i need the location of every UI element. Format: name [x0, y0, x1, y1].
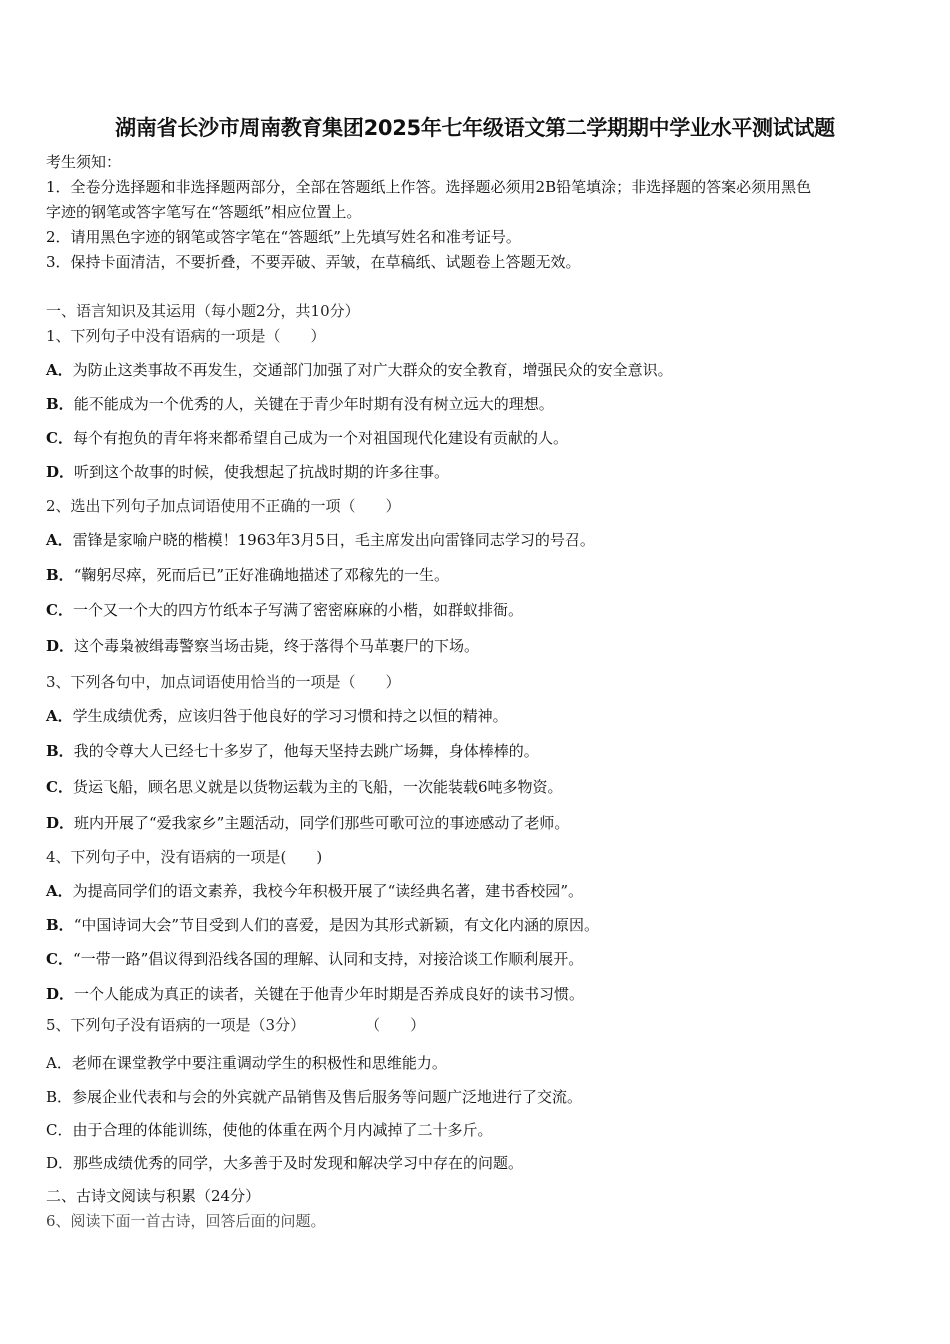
question-2-option-a[interactable] [46, 530, 595, 550]
question-1-stem: 1、下列句子中没有语病的一项是（ ） [46, 327, 326, 345]
option-label: A． [46, 531, 73, 549]
question-5-option-d[interactable] [46, 1153, 523, 1173]
question-4-option-c[interactable] [46, 949, 583, 969]
option-label: A． [46, 707, 73, 725]
notice-header: 考生须知： [46, 153, 122, 171]
question-3-stem: 3、下列各句中，加点词语使用恰当的一项是（ ） [46, 673, 401, 691]
option-label: C． [46, 429, 73, 447]
option-text: 那些成绩优秀的同学，大多善于及时发现和解决学习中存在的问题。 [73, 1154, 524, 1172]
question-4-option-a[interactable] [46, 881, 583, 901]
option-label: B． [46, 395, 74, 413]
option-text: 参展企业代表和与会的外宾就产品销售及售后服务等问题广泛地进行了交流。 [72, 1088, 583, 1106]
question-3-option-a[interactable] [46, 706, 508, 726]
notice-item-2: 2．请用黑色字迹的钢笔或答字笔在“答题纸”上先填写姓名和准考证号。 [46, 228, 521, 246]
option-text: 一个又一个大的四方竹纸本子写满了密密麻麻的小楷，如群蚁排衙。 [72, 601, 523, 619]
option-label: D． [46, 814, 75, 832]
option-label: B． [46, 742, 74, 760]
option-label: A． [46, 882, 73, 900]
option-text: 听到这个故事的时候，使我想起了抗战时期的许多往事。 [74, 463, 450, 481]
question-1-option-a[interactable] [46, 360, 673, 380]
question-2-stem: 2、选出下列句子加点词语使用不正确的一项（ ） [46, 497, 401, 515]
option-label: C． [46, 778, 73, 796]
option-text: 这个毒枭被缉毒警察当场击毙，终于落得个马革裹尸的下场。 [74, 637, 480, 655]
question-5-option-c[interactable] [46, 1120, 493, 1140]
option-text: 每个有抱负的青年将来都希望自己成为一个对祖国现代化建设有贡献的人。 [72, 429, 568, 447]
question-1-option-d[interactable] [46, 462, 449, 482]
question-6-stem: 6、阅读下面一首古诗，回答后面的问题。 [46, 1212, 326, 1230]
question-1-option-c[interactable] [46, 428, 568, 448]
page-title: 湖南省长沙市周南教育集团2025年七年级语文第二学期期中学业水平测试试题 [115, 116, 835, 140]
question-5-stem: 5、下列句子没有语病的一项是（3分） （ ） [46, 1016, 426, 1034]
option-label: D． [46, 637, 75, 655]
option-label: C． [46, 601, 73, 619]
question-5-option-b[interactable] [46, 1087, 582, 1107]
option-text: 学生成绩优秀，应该归咎于他良好的学习习惯和持之以恒的精神。 [72, 707, 508, 725]
option-text: 货运飞船，顾名思义就是以货物运载为主的飞船，一次能装载6吨多物资。 [72, 778, 563, 796]
option-label: C． [46, 1121, 73, 1139]
option-text: 我的令尊大人已经七十多岁了，他每天坚持去跳广场舞，身体棒棒的。 [73, 742, 539, 760]
question-5-option-a[interactable] [46, 1053, 447, 1073]
option-label: B． [46, 1088, 73, 1106]
question-3-option-d[interactable] [46, 813, 569, 833]
notice-item-1-cont: 字迹的钢笔或答字笔写在“答题纸”相应位置上。 [46, 203, 362, 221]
option-text: 为防止这类事故不再发生，交通部门加强了对广大群众的安全教育，增强民众的安全意识。 [72, 361, 673, 379]
notice-item-3: 3．保持卡面清洁，不要折叠，不要弄破、弄皱，在草稿纸、试题卷上答题无效。 [46, 253, 581, 271]
question-3-option-b[interactable] [46, 741, 539, 761]
option-text: “鞠躬尽瘁，死而后已”正好准确地描述了邓稼先的一生。 [73, 566, 450, 584]
option-label: B． [46, 566, 74, 584]
question-4-option-b[interactable] [46, 915, 599, 935]
question-4-option-d[interactable] [46, 984, 584, 1004]
option-text: 雷锋是家喻户晓的楷模！1963年3月5日，毛主席发出向雷锋同志学习的号召。 [72, 531, 595, 549]
section-2-heading: 二、古诗文阅读与积累（24分） [46, 1187, 261, 1205]
option-text: 由于合理的体能训练，使他的体重在两个月内减掉了二十多斤。 [72, 1121, 493, 1139]
notice-item-1: 1．全卷分选择题和非选择题两部分，全部在答题纸上作答。选择题必须用2B铅笔填涂；非选择题的答案必须用黑色 [46, 178, 812, 196]
option-text: 一个人能成为真正的读者，关键在于他青少年时期是否养成良好的读书习惯。 [74, 985, 585, 1003]
option-label: D． [46, 1154, 74, 1172]
option-text: “中国诗词大会”节目受到人们的喜爱，是因为其形式新颖，有文化内涵的原因。 [73, 916, 600, 934]
option-label: A． [46, 1054, 72, 1072]
option-text: 为提高同学们的语文素养，我校今年积极开展了“读经典名著，建书香校园”。 [72, 882, 583, 900]
option-label: C． [46, 950, 73, 968]
option-label: D． [46, 985, 75, 1003]
section-1-heading: 一、语言知识及其运用（每小题2分，共10分） [46, 302, 360, 320]
question-3-option-c[interactable] [46, 777, 563, 797]
option-label: D． [46, 463, 75, 481]
question-1-option-b[interactable] [46, 394, 554, 414]
question-2-option-d[interactable] [46, 636, 479, 656]
option-label: B． [46, 916, 74, 934]
option-text: 老师在课堂教学中要注重调动学生的积极性和思维能力。 [71, 1054, 447, 1072]
question-4-stem: 4、下列句子中，没有语病的一项是( ) [46, 848, 323, 866]
option-text: 班内开展了“爱我家乡”主题活动，同学们那些可歌可泣的事迹感动了老师。 [74, 814, 570, 832]
question-2-option-b[interactable] [46, 565, 449, 585]
option-text: “一带一路”倡议得到沿线各国的理解、认同和支持，对接洽谈工作顺利展开。 [72, 950, 584, 968]
option-label: A． [46, 361, 73, 379]
option-text: 能不能成为一个优秀的人，关键在于青少年时期有没有树立远大的理想。 [73, 395, 554, 413]
question-2-option-c[interactable] [46, 600, 523, 620]
